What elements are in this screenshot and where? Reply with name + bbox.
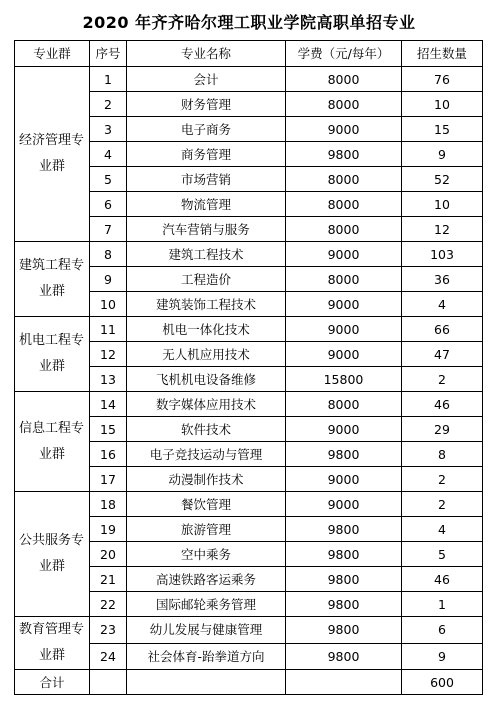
row-no: 15 — [90, 417, 127, 442]
group-label-line2: 业群 — [38, 648, 65, 663]
row-quota: 4 — [402, 517, 483, 542]
row-major: 动漫制作技术 — [127, 467, 286, 492]
row-fee: 8000 — [286, 167, 402, 192]
row-no: 5 — [90, 167, 127, 192]
table-row — [15, 492, 483, 517]
row-fee: 9000 — [286, 417, 402, 442]
row-major: 机电一体化技术 — [127, 317, 286, 342]
group-cell-public-service — [15, 492, 90, 617]
row-quota: 103 — [402, 242, 483, 267]
row-major: 餐饮管理 — [127, 492, 286, 517]
row-no: 14 — [90, 392, 127, 417]
row-fee: 9800 — [286, 617, 402, 644]
row-quota: 1 — [402, 592, 483, 617]
total-empty-no — [90, 670, 127, 695]
group-cell-economics — [15, 67, 90, 242]
row-no: 13 — [90, 367, 127, 392]
row-quota: 47 — [402, 342, 483, 367]
row-fee: 8000 — [286, 192, 402, 217]
row-quota: 46 — [402, 392, 483, 417]
row-fee: 9800 — [286, 643, 402, 670]
row-no: 12 — [90, 342, 127, 367]
group-label-line1: 机电工程专 — [19, 333, 85, 348]
row-major: 物流管理 — [127, 192, 286, 217]
total-empty-major — [127, 670, 286, 695]
row-fee: 8000 — [286, 267, 402, 292]
row-no: 23 — [90, 617, 127, 644]
row-no: 11 — [90, 317, 127, 342]
table-row — [15, 317, 483, 342]
row-fee: 8000 — [286, 217, 402, 242]
row-no: 17 — [90, 467, 127, 492]
row-quota: 2 — [402, 492, 483, 517]
row-no: 6 — [90, 192, 127, 217]
row-fee: 9000 — [286, 317, 402, 342]
row-quota: 9 — [402, 142, 483, 167]
row-major: 飞机机电设备维修 — [127, 367, 286, 392]
row-fee: 9000 — [286, 492, 402, 517]
row-no: 1 — [90, 67, 127, 92]
row-major: 电子竞技运动与管理 — [127, 442, 286, 467]
row-no: 22 — [90, 592, 127, 617]
header-quota: 招生数量 — [402, 41, 483, 67]
row-major: 商务管理 — [127, 142, 286, 167]
row-fee: 9800 — [286, 542, 402, 567]
row-quota: 4 — [402, 292, 483, 317]
row-fee: 9000 — [286, 242, 402, 267]
total-label: 合计 — [15, 670, 90, 695]
row-quota: 2 — [402, 467, 483, 492]
header-no: 序号 — [90, 41, 127, 67]
group-label-line1: 信息工程专 — [19, 420, 85, 436]
row-no: 10 — [90, 292, 127, 317]
header-group: 专业群 — [15, 41, 90, 67]
row-quota: 5 — [402, 542, 483, 567]
row-major: 数字媒体应用技术 — [127, 392, 286, 417]
group-label-line2: 业群 — [38, 159, 65, 174]
row-no: 3 — [90, 117, 127, 142]
row-quota: 8 — [402, 442, 483, 467]
row-quota: 29 — [402, 417, 483, 442]
row-fee: 9000 — [286, 467, 402, 492]
row-no: 4 — [90, 142, 127, 167]
row-fee: 9800 — [286, 592, 402, 617]
row-quota: 9 — [402, 643, 483, 670]
row-quota: 10 — [402, 192, 483, 217]
row-no: 16 — [90, 442, 127, 467]
group-label-line2: 业群 — [38, 559, 65, 574]
row-no: 2 — [90, 92, 127, 117]
group-label-line1: 教育管理专 — [19, 622, 85, 637]
row-fee: 9800 — [286, 517, 402, 542]
row-major: 财务管理 — [127, 92, 286, 117]
row-quota: 36 — [402, 267, 483, 292]
table-row — [15, 617, 483, 644]
total-quota: 600 — [402, 670, 483, 695]
header-major: 专业名称 — [127, 41, 286, 67]
header-fee: 学费（元/每年） — [286, 41, 402, 67]
row-major: 无人机应用技术 — [127, 342, 286, 367]
group-label-line2: 业群 — [38, 446, 65, 462]
group-cell-mechatronics — [15, 317, 90, 392]
row-no: 19 — [90, 517, 127, 542]
row-major: 旅游管理 — [127, 517, 286, 542]
row-fee: 8000 — [286, 92, 402, 117]
row-fee: 15800 — [286, 367, 402, 392]
page-title: 2020 年齐齐哈尔理工职业学院高职单招专业 — [82, 13, 416, 32]
row-fee: 9000 — [286, 117, 402, 142]
row-major: 市场营销 — [127, 167, 286, 192]
row-quota: 52 — [402, 167, 483, 192]
group-label-line1: 公共服务专 — [19, 533, 85, 548]
group-cell-information — [15, 392, 90, 492]
row-major: 国际邮轮乘务管理 — [127, 592, 286, 617]
row-fee: 8000 — [286, 67, 402, 92]
group-label-line2: 业群 — [38, 284, 65, 299]
table-header-row — [15, 41, 483, 67]
row-quota: 76 — [402, 67, 483, 92]
row-fee: 8000 — [286, 392, 402, 417]
row-fee: 9000 — [286, 292, 402, 317]
total-row — [15, 670, 483, 695]
row-quota: 2 — [402, 367, 483, 392]
group-label-line1: 经济管理专 — [19, 133, 85, 148]
row-major: 工程造价 — [127, 267, 286, 292]
table-row — [15, 392, 483, 417]
group-label-line2: 业群 — [38, 359, 65, 374]
row-major: 高速铁路客运乘务 — [127, 567, 286, 592]
row-quota: 46 — [402, 567, 483, 592]
row-quota: 10 — [402, 92, 483, 117]
row-no: 18 — [90, 492, 127, 517]
row-quota: 15 — [402, 117, 483, 142]
group-label-line1: 建筑工程专 — [19, 258, 85, 273]
row-major: 汽车营销与服务 — [127, 217, 286, 242]
majors-table — [14, 40, 483, 695]
row-major: 建筑装饰工程技术 — [127, 292, 286, 317]
row-fee: 9800 — [286, 142, 402, 167]
row-fee: 9800 — [286, 442, 402, 467]
row-no: 21 — [90, 567, 127, 592]
row-quota: 66 — [402, 317, 483, 342]
table-row — [15, 242, 483, 267]
row-no: 24 — [90, 643, 127, 670]
total-empty-fee — [286, 670, 402, 695]
row-major: 建筑工程技术 — [127, 242, 286, 267]
row-no: 20 — [90, 542, 127, 567]
row-major: 电子商务 — [127, 117, 286, 142]
row-major: 会计 — [127, 67, 286, 92]
row-fee: 9800 — [286, 567, 402, 592]
row-quota: 6 — [402, 617, 483, 644]
table-row — [15, 67, 483, 92]
row-major: 软件技术 — [127, 417, 286, 442]
row-major: 空中乘务 — [127, 542, 286, 567]
group-cell-education — [15, 617, 90, 670]
row-no: 8 — [90, 242, 127, 267]
row-no: 9 — [90, 267, 127, 292]
group-cell-construction — [15, 242, 90, 317]
row-major: 幼儿发展与健康管理 — [127, 617, 286, 644]
row-no: 7 — [90, 217, 127, 242]
row-quota: 12 — [402, 217, 483, 242]
row-fee: 9000 — [286, 342, 402, 367]
row-major: 社会体育-跆拳道方向 — [127, 643, 286, 670]
